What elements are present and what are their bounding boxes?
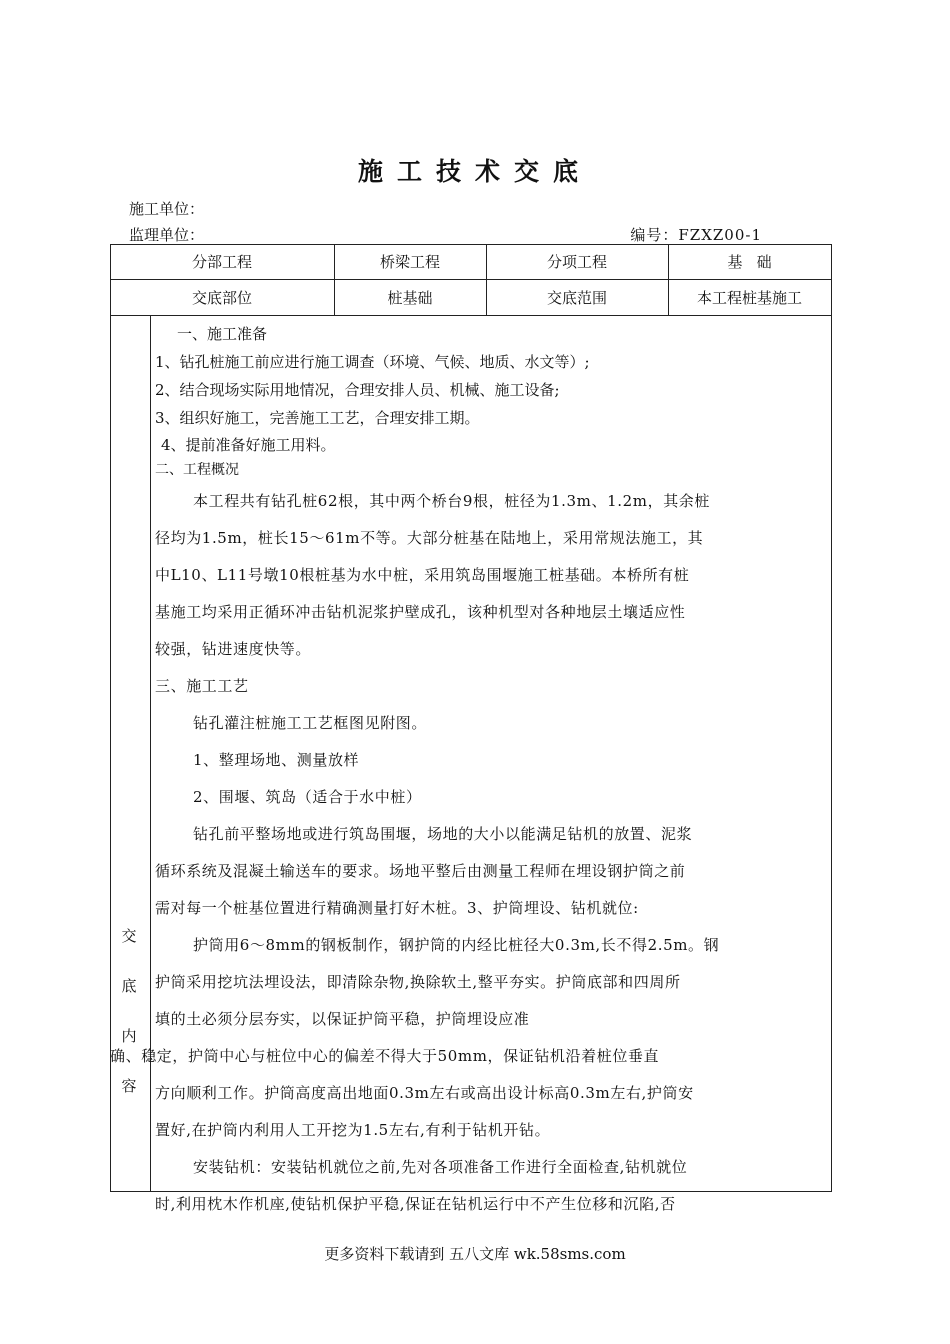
disclosure-content-label xyxy=(110,924,148,1124)
paragraph-line: 置好,在护筒内利用人工开挖为1.5左右,有利于钻机开钻。 xyxy=(155,1121,551,1139)
document-code: 编号：FZXZ00-1 xyxy=(630,226,762,244)
list-item: 1、整理场地、测量放样 xyxy=(193,751,360,769)
table-cell: 桥梁工程 xyxy=(379,253,440,271)
side-label-char: 容 xyxy=(121,1077,137,1095)
table-cell: 交底范围 xyxy=(546,289,607,307)
section-heading: 三、施工工艺 xyxy=(155,677,249,695)
list-item: 1、钻孔桩施工前应进行施工调查（环境、气候、地质、水文等）; xyxy=(155,353,590,371)
paragraph-line: 确、稳定，护筒中心与桩位中心的偏差不得大于50mm，保证钻机沿着桩位垂直 xyxy=(110,1047,660,1065)
list-item: 2、围堰、筑岛（适合于水中桩） xyxy=(193,788,422,806)
table-cell: 本工程桩基施工 xyxy=(696,289,802,307)
paragraph-line: 本工程共有钻孔桩62根，其中两个桥台9根，桩径为1.3m、1.2m，其余桩 xyxy=(193,492,710,510)
construction-unit-label: 施工单位： xyxy=(129,200,205,218)
table-cell: 交底部位 xyxy=(191,289,252,307)
paragraph-line: 需对每一个桩基位置进行精确测量打好木桩。3、护筒埋设、钻机就位: xyxy=(155,899,639,917)
section-heading: 一、施工准备 xyxy=(177,325,268,343)
document-title: 施工技术交底 xyxy=(357,157,592,186)
paragraph-line: 钻孔灌注桩施工工艺框图见附图。 xyxy=(193,714,428,732)
paragraph-line: 径均为1.5m，桩长15～61m不等。大部分桩基在陆地上，采用常规法施工，其 xyxy=(155,529,704,547)
table-cell: 基 础 xyxy=(727,253,772,271)
footer-text: 更多资料下载请到 五八文库 wk.58sms.com xyxy=(324,1245,626,1263)
paragraph-line: 钻孔前平整场地或进行筑岛围堰，场地的大小以能满足钻机的放置、泥浆 xyxy=(193,825,693,843)
paragraph-line: 循环系统及混凝土输送车的要求。场地平整后由测量工程师在埋设钢护筒之前 xyxy=(155,862,686,880)
table-cell: 分部工程 xyxy=(191,253,252,271)
paragraph-line: 护筒采用挖坑法埋设法，即清除杂物,换除软土,整平夯实。护筒底部和四周所 xyxy=(155,973,681,991)
list-item: 4、提前准备好施工用料。 xyxy=(161,436,336,454)
paragraph-line: 护筒用6～8mm的钢板制作，钢护筒的内经比桩径大0.3m,长不得2.5m。钢 xyxy=(193,936,720,954)
paragraph-line: 方向顺利工作。护筒高度高出地面0.3m左右或高出设计标高0.3m左右,护筒安 xyxy=(155,1084,694,1102)
table-border-right xyxy=(831,244,832,1192)
supervision-unit-label: 监理单位： xyxy=(129,226,205,244)
paragraph-line: 中L10、L11号墩10根桩基为水中桩，采用筑岛围堰施工桩基础。本桥所有桩 xyxy=(155,566,690,584)
table-row-divider xyxy=(110,315,832,316)
table-cell: 桩基础 xyxy=(387,289,433,307)
paragraph-line: 基施工均采用正循环冲击钻机泥浆护壁成孔，该种机型对各种地层土壤适应性 xyxy=(155,603,686,621)
list-item: 2、结合现场实际用地情况，合理安排人员、机械、施工设备; xyxy=(155,381,560,399)
list-item: 3、组织好施工，完善施工工艺，合理安排工期。 xyxy=(155,409,480,427)
section-heading: 二、工程概况 xyxy=(155,462,239,478)
paragraph-line: 填的土必须分层夯实，以保证护筒平稳，护筒埋设应准 xyxy=(155,1010,530,1028)
paragraph-line: 安装钻机：安装钻机就位之前,先对各项准备工作进行全面检查,钻机就位 xyxy=(193,1158,688,1176)
side-label-char: 底 xyxy=(121,977,137,995)
side-label-char: 内 xyxy=(121,1027,137,1045)
paragraph-line: 时,利用枕木作机座,使钻机保护平稳,保证在钻机运行中不产生位移和沉陷,否 xyxy=(155,1195,676,1213)
disclosure-content xyxy=(110,320,827,1223)
paragraph-line: 较强，钻进速度快等。 xyxy=(155,640,312,658)
side-label-char: 交 xyxy=(121,927,137,945)
disclosure-table xyxy=(110,244,832,1213)
table-cell: 分项工程 xyxy=(546,253,607,271)
